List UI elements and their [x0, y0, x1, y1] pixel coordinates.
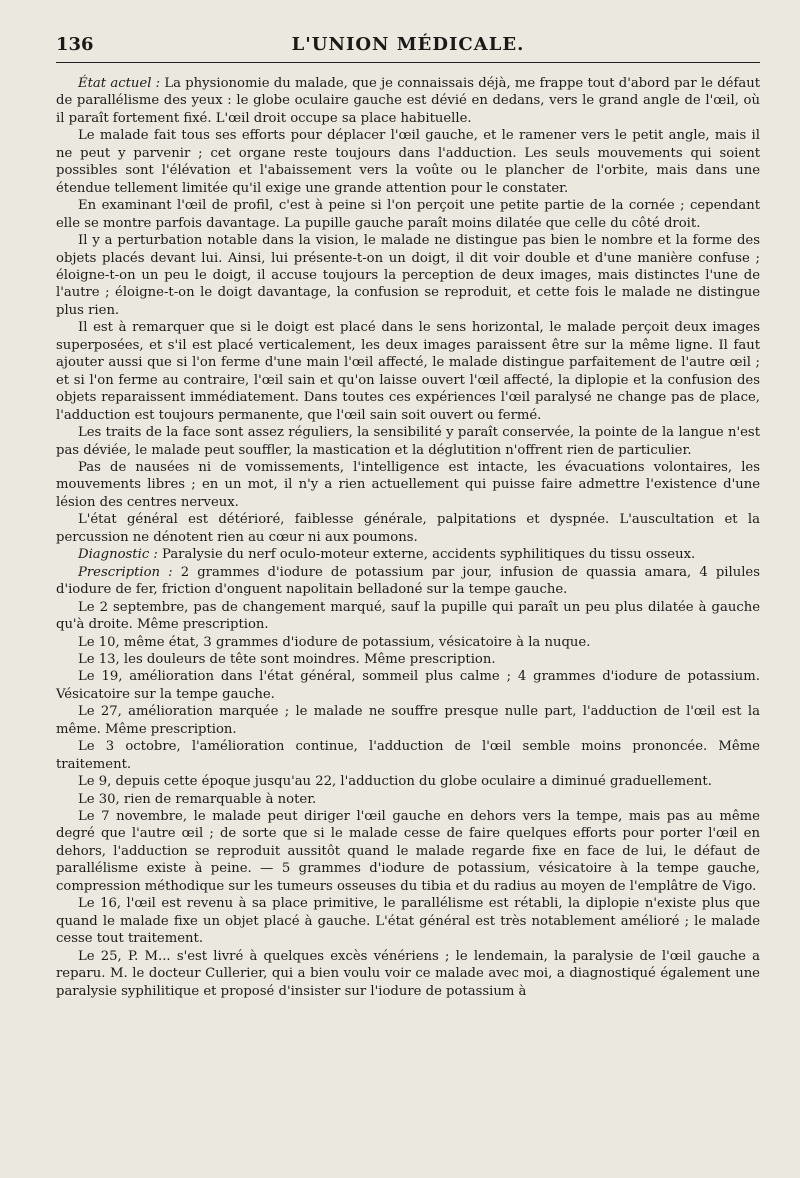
paragraph [56, 773, 760, 790]
paragraph-label: Diagnostic : [78, 547, 158, 563]
paragraph-text: L'état général est détérioré, faiblesse générale, palpitations et dyspnée. L'auscultation et la percussion ne dénotent rien au cœur ni aux poumons. [56, 512, 760, 545]
paragraph [56, 75, 760, 127]
paragraph-text: Il y a perturbation notable dans la vision, le malade ne distingue pas bien le nombre et la forme des objets placés devant lui. Ainsi, lui présente-t-on un doigt, il dit voir double et d'une manière confuse ; éloigne-t-on un peu le doigt, il accuse toujours la perception de deux images, mais distinctes l'une de l'autre ; éloigne-t-on le doigt davantage, la confusion se reproduit, et cette fois le malade ne distingue plus rien. [56, 233, 760, 318]
paragraph-text: Le 3 octobre, l'amélioration continue, l'adduction de l'œil semble moins prononcée. Même traitement. [56, 739, 760, 772]
paragraph [56, 895, 760, 947]
paragraph [56, 459, 760, 511]
paragraph [56, 319, 760, 424]
paragraph [56, 599, 760, 634]
paragraph-text: Le 10, même état, 3 grammes d'iodure de potassium, vésicatoire à la nuque. [78, 634, 591, 650]
paragraph-text: Le 27, amélioration marquée ; le malade ne souffre presque nulle part, l'adduction de l'œil est la même. Même prescription. [56, 704, 760, 737]
paragraph-text: Le 2 septembre, pas de changement marqué, sauf la pupille qui paraît un peu plus dilatée à gauche qu'à droite. Même prescription. [56, 599, 760, 633]
paragraph-text: Le 13, les douleurs de tête sont moindres. Même prescription. [78, 651, 496, 667]
paragraph [56, 232, 760, 319]
paragraph-text: La physionomie du malade, que je connaissais déjà, me frappe tout d'abord par le défaut de parallélisme des yeux : le globe oculaire gauche est dévié en dedans, vers le grand angle de l'œil, où il paraît fortement fixé. L'œil droit occupe sa place habituelle. [56, 76, 760, 126]
page-header [56, 32, 760, 63]
page-number: 136 [56, 34, 94, 55]
paragraph-text: Le 9, depuis cette époque jusqu'au 22, l'adduction du globe oculaire a diminué graduellement. [78, 774, 712, 790]
paragraph-text: Paralysie du nerf oculo-moteur externe, accidents syphilitiques du tissu osseux. [157, 547, 696, 563]
paragraph-text: Pas de nausées ni de vomissements, l'intelligence est intacte, les évacuations volontaires, les mouvements libres ; en un mot, il n'y a rien actuellement qui puisse faire admettre l'existence d'une lésion des centres nerveux. [56, 459, 760, 510]
paragraph [56, 738, 760, 773]
paragraph-text: Le 7 novembre, le malade peut diriger l'œil gauche en dehors vers la tempe, mais pas au même degré que l'autre œil ; de sorte que si le malade cesse de faire quelques efforts pour porter l'œil en dehors, l'adduction se reproduit aussitôt quand le malade regarde fixe en face de lui, le défaut de parallélisme existe à peine. — 5 grammes d'iodure de potassium, vésicatoire à la tempe gauche, compression méthodique sur les tumeurs osseuses du tibia et du radius au moyen de l'emplâtre de Vigo. [56, 809, 760, 894]
article-body [56, 75, 760, 1000]
paragraph [56, 791, 760, 808]
paragraph-label: État actuel : [78, 76, 161, 91]
paragraph-text: Il est à remarquer que si le doigt est placé dans le sens horizontal, le malade perçoit deux images superposées, et s'il est placé verticalement, les deux images paraissent être sur la même ligne. Il faut ajouter aussi que si l'on ferme d'une main l'œil affecté, le malade distingue parfaitement de l'autre œil ; et si l'on ferme au contraire, l'œil sain et qu'on laisse ouvert l'œil affecté, la diplopie et la confusion des objets reparaissent immédiatement. Dans toutes ces expériences l'œil paralysé ne change pas de place, l'adduction est toujours permanente, que l'œil sain soit ouvert ou fermé. [56, 320, 760, 423]
paragraph-label: Prescription : [78, 564, 173, 580]
paragraph [56, 197, 760, 232]
paragraph-text: En examinant l'œil de profil, c'est à peine si l'on perçoit une petite partie de la cornée ; cependant elle se montre parfois davantage. La pupille gauche paraît moins dilatée que celle du côté droit. [56, 198, 760, 231]
paragraph-text: Le 30, rien de remarquable à noter. [78, 791, 317, 807]
paragraph-text: Le malade fait tous ses efforts pour déplacer l'œil gauche, et le ramener vers le petit angle, mais il ne peut y parvenir ; cet organe reste toujours dans l'adduction. Les seuls mouvements qui soient possibles sont l'élévation et l'abaissement vers la voûte ou le plancher de l'orbite, mais dans une étendue tellement limitée qu'il exige une grande attention pour le constater. [56, 128, 760, 196]
running-title: L'UNION MÉDICALE. [291, 34, 525, 55]
paragraph [56, 703, 760, 738]
paragraph [56, 948, 760, 1000]
paragraph [56, 127, 760, 197]
paragraph [56, 546, 760, 563]
paragraph-text: Le 25, P. M... s'est livré à quelques excès vénériens ; le lendemain, la paralysie de l'œil gauche a reparu. M. le docteur Cullerier, qui a bien voulu voir ce malade avec moi, a diagnostiqué également une paralysie syphilitique et proposé d'insister sur l'iodure de potassium à [56, 948, 760, 999]
paragraph [56, 651, 760, 668]
paragraph-text: Les traits de la face sont assez réguliers, la sensibilité y paraît conservée, la pointe de la langue n'est pas déviée, le malade peut souffler, la mastication et la déglutition n'offrent rien de particulier. [56, 425, 760, 458]
paragraph [56, 564, 760, 599]
paragraph-text: Le 19, amélioration dans l'état général, sommeil plus calme ; 4 grammes d'iodure de potassium. Vésicatoire sur la tempe gauche. [56, 669, 760, 702]
paragraph [56, 668, 760, 703]
paragraph-text: Le 16, l'œil est revenu à sa place primitive, le parallélisme est rétabli, la diplopie n'existe plus que quand le malade fixe un objet placé à gauche. L'état général est très notablement amélioré ; le malade cesse tout traitement. [56, 896, 760, 947]
paragraph [56, 634, 760, 651]
paragraph-text: 2 grammes d'iodure de potassium par jour, infusion de quassia amara, 4 pilules d'iodure de fer, friction d'onguent napolitain belladoné sur la tempe gauche. [56, 564, 760, 598]
paragraph [56, 424, 760, 459]
paragraph [56, 511, 760, 546]
paragraph [56, 808, 760, 895]
